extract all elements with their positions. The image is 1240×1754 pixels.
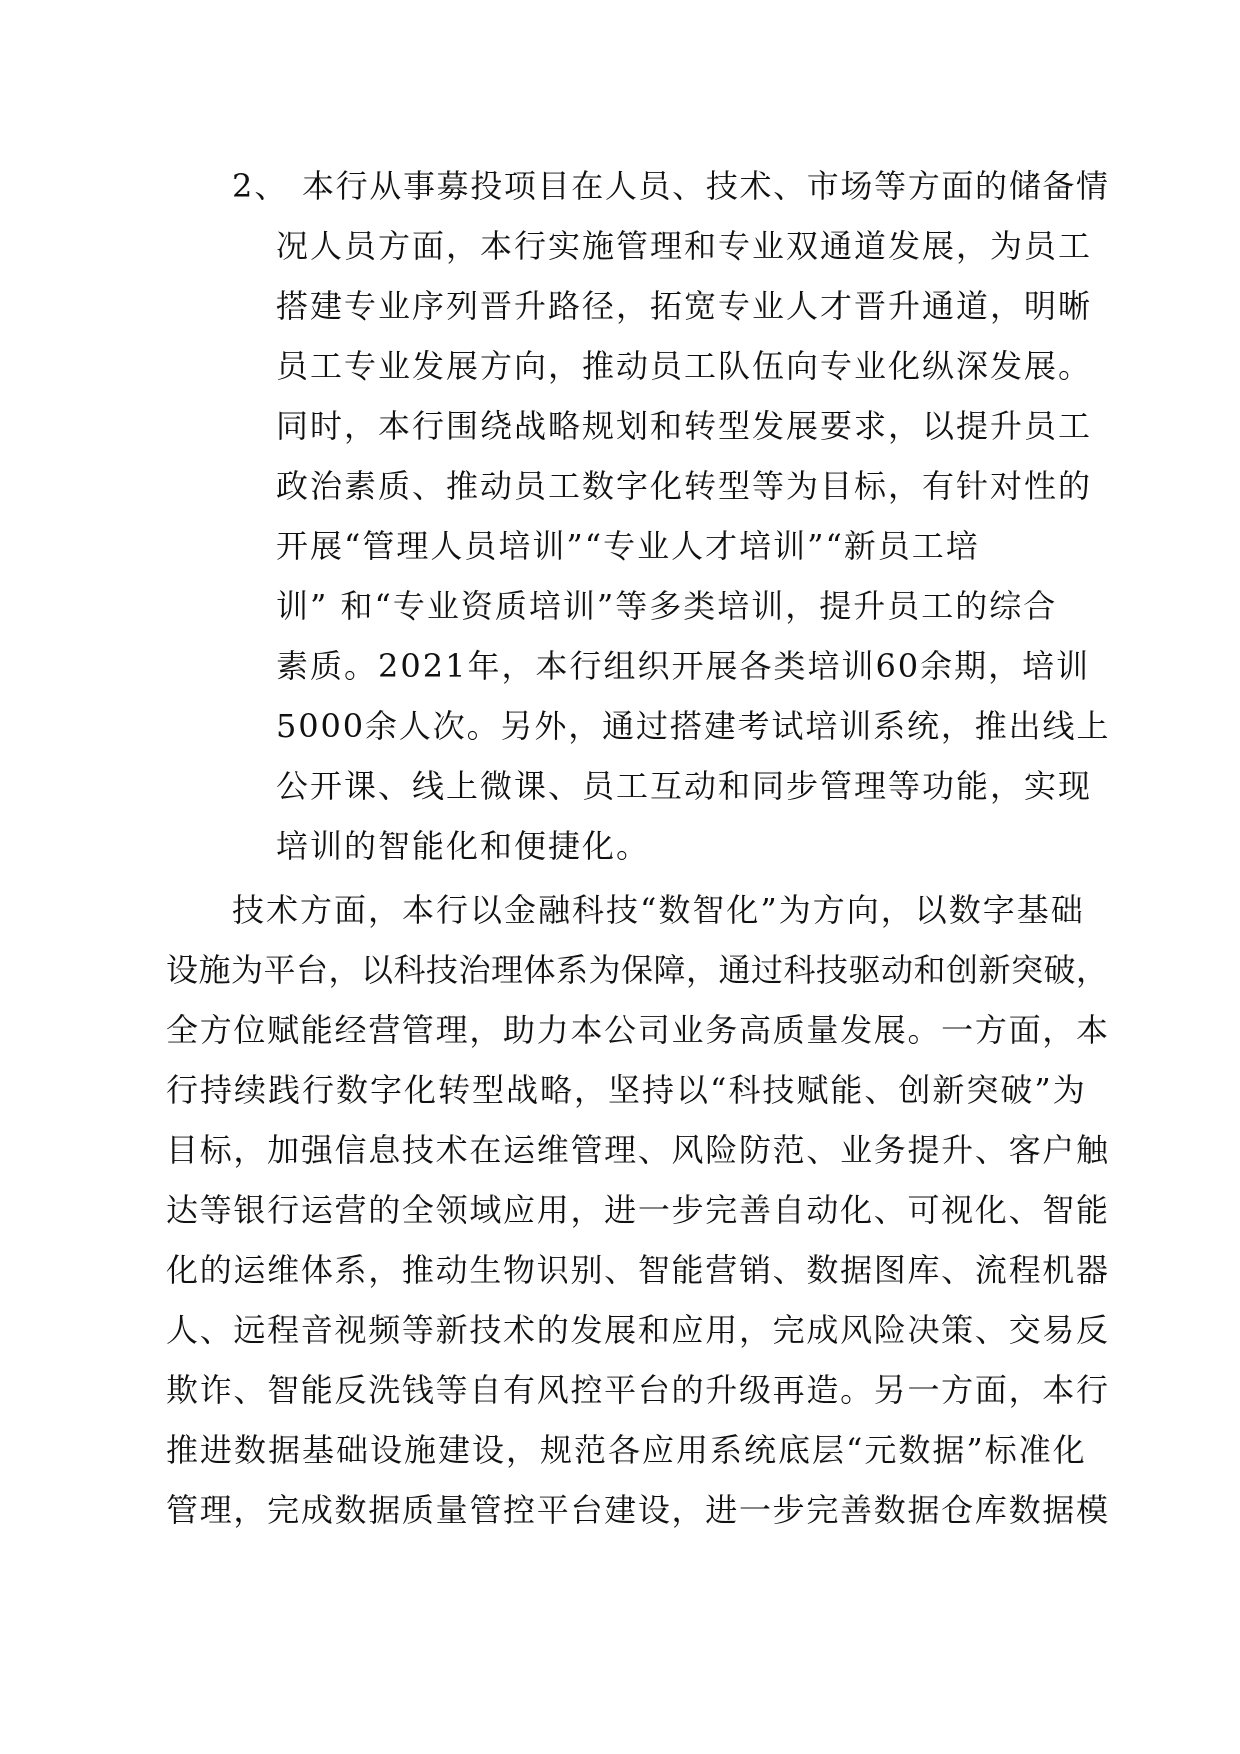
- paragraph-line: 欺诈、智能反洗钱等自有风控平台的升级再造。另一方面，本行: [166, 1371, 1110, 1409]
- item-line: 培训的智能化和便捷化。: [276, 827, 651, 865]
- paragraph-line: 技术方面，本行以金融科技“数智化”为方向，以数字基础: [232, 891, 1085, 929]
- item-line: 本行从事募投项目在人员、技术、市场等方面的储备情: [302, 167, 1110, 205]
- paragraph-line: 化的运维体系，推动生物识别、智能营销、数据图库、流程机器: [166, 1251, 1110, 1289]
- item-line: 公开课、线上微课、员工互动和同步管理等功能，实现: [276, 767, 1093, 805]
- paragraph-line: 达等银行运营的全领域应用，进一步完善自动化、可视化、智能: [166, 1191, 1110, 1229]
- list-item-number: 2、: [232, 167, 289, 205]
- paragraph-line: 全方位赋能经营管理，助力本公司业务高质量发展。一方面，本: [166, 1011, 1110, 1049]
- item-line: 政治素质、推动员工数字化转型等为目标，有针对性的: [276, 467, 1093, 505]
- paragraph-line: 推进数据基础设施建设，规范各应用系统底层“元数据”标准化: [166, 1431, 1087, 1469]
- item-line: 5000余人次。另外，通过搭建考试培训系统，推出线上: [276, 707, 1111, 745]
- paragraph-line: 人、远程音视频等新技术的发展和应用，完成风险决策、交易反: [166, 1311, 1110, 1349]
- paragraph-line: 目标，加强信息技术在运维管理、风险防范、业务提升、客户触: [166, 1131, 1110, 1169]
- item-line: 素质。2021年，本行组织开展各类培训60余期，培训: [276, 647, 1091, 685]
- item-line: 搭建专业序列晋升路径，拓宽专业人才晋升通道，明晰: [276, 287, 1093, 325]
- item-line: 训” 和“专业资质培训”等多类培训，提升员工的综合: [276, 587, 1058, 625]
- paragraph-line: 行持续践行数字化转型战略，坚持以“科技赋能、创新突破”为: [166, 1071, 1087, 1109]
- paragraph-line: 管理，完成数据质量管控平台建设，进一步完善数据仓库数据模: [166, 1491, 1110, 1529]
- item-line: 同时，本行围绕战略规划和转型发展要求，以提升员工: [276, 407, 1093, 445]
- item-line: 况人员方面，本行实施管理和专业双通道发展，为员工: [276, 227, 1093, 265]
- paragraph-line: 设施为平台，以科技治理体系为保障，通过科技驱动和创新突破，: [166, 951, 1109, 989]
- item-line: 开展“管理人员培训”“专业人才培训”“新员工培: [276, 527, 980, 565]
- item-line: 员工专业发展方向，推动员工队伍向专业化纵深发展。: [276, 347, 1093, 385]
